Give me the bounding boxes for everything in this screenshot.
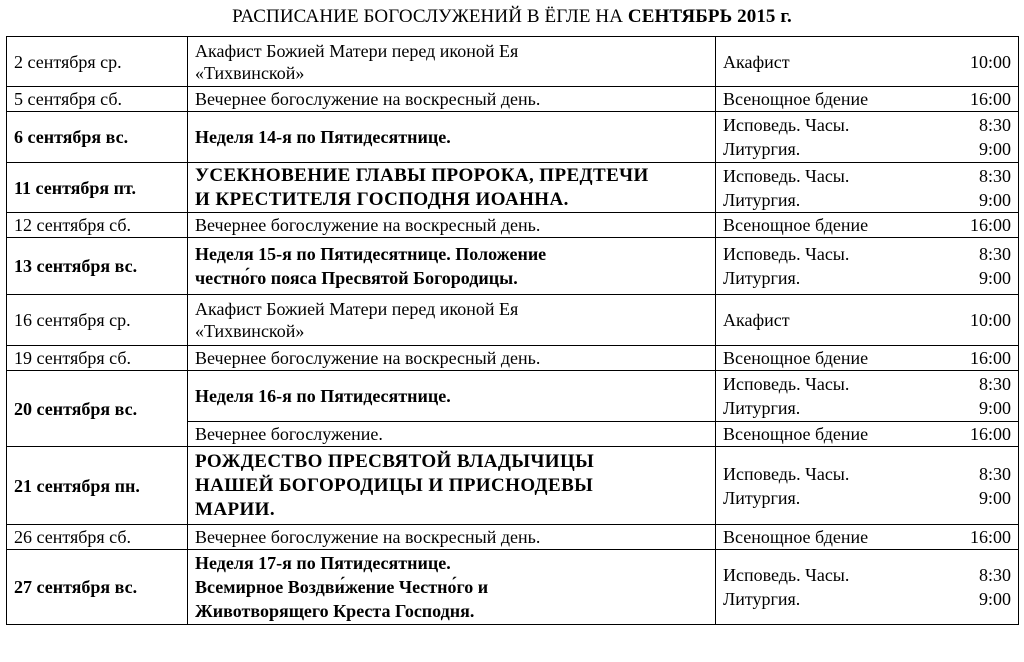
date-cell: 11 сентября пт.: [7, 163, 188, 213]
service-cell: [716, 37, 1019, 87]
service-name: Литургия.: [723, 487, 801, 508]
date-cell: 13 сентября вс.: [7, 238, 188, 295]
date-cell: 5 сентября сб.: [7, 87, 188, 112]
desc-line: Неделя 16-я по Пятидесятнице.: [195, 386, 451, 406]
service-time: 8:30: [978, 565, 1011, 585]
table-row: [7, 371, 1019, 422]
desc-cell: [188, 213, 716, 238]
service-cell: [716, 87, 1019, 112]
desc-cell: [188, 163, 716, 213]
desc-line: Акафист Божией Матери перед иконой Ея: [195, 299, 519, 319]
desc-line: Вечернее богослужение на воскресный день.: [195, 348, 541, 368]
date-cell: 27 сентября вс.: [7, 550, 188, 625]
date-cell: 16 сентября ср.: [7, 295, 188, 346]
desc-line: Акафист Божией Матери перед иконой Ея: [195, 40, 519, 61]
table-row: [7, 550, 1019, 625]
service-cell: [716, 112, 1019, 163]
service-name: Литургия.: [723, 398, 801, 418]
table-row: [7, 525, 1019, 550]
service-time: 16:00: [969, 89, 1011, 109]
table-row: [7, 447, 1019, 525]
service-name: Исповедь. Часы.: [723, 463, 850, 484]
service-time: 8:30: [978, 115, 1011, 135]
service-cell: [716, 447, 1019, 525]
desc-cell: [188, 295, 716, 346]
service-cell: [716, 550, 1019, 625]
service-cell: [716, 163, 1019, 213]
desc-line: Вечернее богослужение.: [195, 424, 383, 444]
desc-line: МАРИИ.: [195, 498, 275, 520]
service-cell: [716, 238, 1019, 295]
service-time: 16:00: [969, 215, 1011, 235]
desc-cell: [188, 37, 716, 87]
service-name: Всенощное бдение: [723, 348, 869, 368]
desc-line: «Тихвинской»: [195, 62, 305, 83]
table-row: [7, 37, 1019, 87]
service-time: 8:30: [978, 374, 1011, 394]
desc-cell: [188, 112, 716, 163]
desc-line: Неделя 14-я по Пятидесятнице.: [195, 127, 451, 147]
service-name: Исповедь. Часы.: [723, 565, 850, 585]
service-name: Всенощное бдение: [723, 89, 869, 109]
service-time: 9:00: [978, 589, 1011, 609]
table-row: [7, 238, 1019, 295]
desc-cell: [188, 447, 716, 525]
desc-cell: [188, 550, 716, 625]
desc-cell: [188, 422, 716, 447]
service-cell: [716, 371, 1019, 422]
service-time: 16:00: [969, 424, 1011, 444]
page-title: [0, 6, 1024, 28]
date-cell: 19 сентября сб.: [7, 346, 188, 371]
table-row: [7, 295, 1019, 346]
desc-line: РОЖДЕСТВО ПРЕСВЯТОЙ ВЛАДЫЧИЦЫ: [195, 450, 595, 472]
service-time: 8:30: [978, 165, 1011, 186]
date-cell: 2 сентября ср.: [7, 37, 188, 87]
service-name: Акафист: [723, 310, 790, 330]
service-time: 9:00: [978, 189, 1011, 210]
table-row: [7, 346, 1019, 371]
desc-line: И КРЕСТИТЕЛЯ ГОСПОДНЯ ИОАННА.: [195, 188, 569, 210]
service-time: 9:00: [978, 268, 1011, 288]
service-time: 8:30: [978, 244, 1011, 264]
title-prefix: РАСПИСАНИЕ БОГОСЛУЖЕНИЙ В ЁГЛЕ НА: [232, 6, 628, 27]
desc-line: Всемирное Воздви́жение Честно́го и: [195, 577, 489, 597]
table-row: [7, 112, 1019, 163]
service-name: Исповедь. Часы.: [723, 115, 850, 135]
service-time: 9:00: [978, 487, 1011, 508]
service-time: 10:00: [969, 51, 1011, 72]
service-name: Литургия.: [723, 189, 801, 210]
service-name: Акафист: [723, 51, 790, 72]
service-cell: [716, 525, 1019, 550]
desc-line: честно́го пояса Пресвятой Богородицы.: [195, 268, 518, 288]
desc-line: УСЕКНОВЕНИЕ ГЛАВЫ ПРОРОКА, ПРЕДТЕЧИ: [195, 164, 649, 186]
desc-cell: [188, 238, 716, 295]
service-name: Исповедь. Часы.: [723, 244, 850, 264]
service-name: Литургия.: [723, 139, 801, 159]
desc-line: Вечернее богослужение на воскресный день.: [195, 527, 541, 547]
date-cell: 6 сентября вс.: [7, 112, 188, 163]
service-time: 8:30: [978, 463, 1011, 484]
desc-line: Вечернее богослужение на воскресный день.: [195, 89, 541, 109]
service-name: Всенощное бдение: [723, 215, 869, 235]
desc-line: Животворящего Креста Господня.: [195, 601, 475, 621]
desc-cell: [188, 371, 716, 422]
service-time: 16:00: [969, 348, 1011, 368]
desc-line: НАШЕЙ БОГОРОДИЦЫ И ПРИСНОДЕВЫ: [195, 474, 594, 496]
service-name: Всенощное бдение: [723, 527, 869, 547]
service-time: 9:00: [978, 398, 1011, 418]
service-name: Всенощное бдение: [723, 424, 869, 444]
service-time: 16:00: [969, 527, 1011, 547]
service-cell: [716, 295, 1019, 346]
service-name: Исповедь. Часы.: [723, 165, 850, 186]
service-name: Исповедь. Часы.: [723, 374, 850, 394]
date-cell: 12 сентября сб.: [7, 213, 188, 238]
table-row: [7, 87, 1019, 112]
desc-cell: [188, 346, 716, 371]
date-cell: 20 сентября вс.: [7, 371, 188, 447]
desc-cell: [188, 525, 716, 550]
desc-line: «Тихвинской»: [195, 321, 305, 341]
table-row: [7, 213, 1019, 238]
service-name: Литургия.: [723, 268, 801, 288]
table-row: [7, 163, 1019, 213]
service-cell: [716, 346, 1019, 371]
desc-line: Вечернее богослужение на воскресный день.: [195, 215, 541, 235]
service-time: 9:00: [978, 139, 1011, 159]
date-cell: 21 сентября пн.: [7, 447, 188, 525]
date-cell: 26 сентября сб.: [7, 525, 188, 550]
schedule-table: [6, 36, 1019, 625]
desc-line: Неделя 15-я по Пятидесятнице. Положение: [195, 244, 547, 264]
service-time: 10:00: [969, 310, 1011, 330]
service-cell: [716, 213, 1019, 238]
desc-cell: [188, 87, 716, 112]
service-name: Литургия.: [723, 589, 801, 609]
service-cell: [716, 422, 1019, 447]
desc-line: Неделя 17-я по Пятидесятнице.: [195, 553, 451, 573]
title-bold: СЕНТЯБРЬ 2015 г.: [627, 6, 792, 27]
